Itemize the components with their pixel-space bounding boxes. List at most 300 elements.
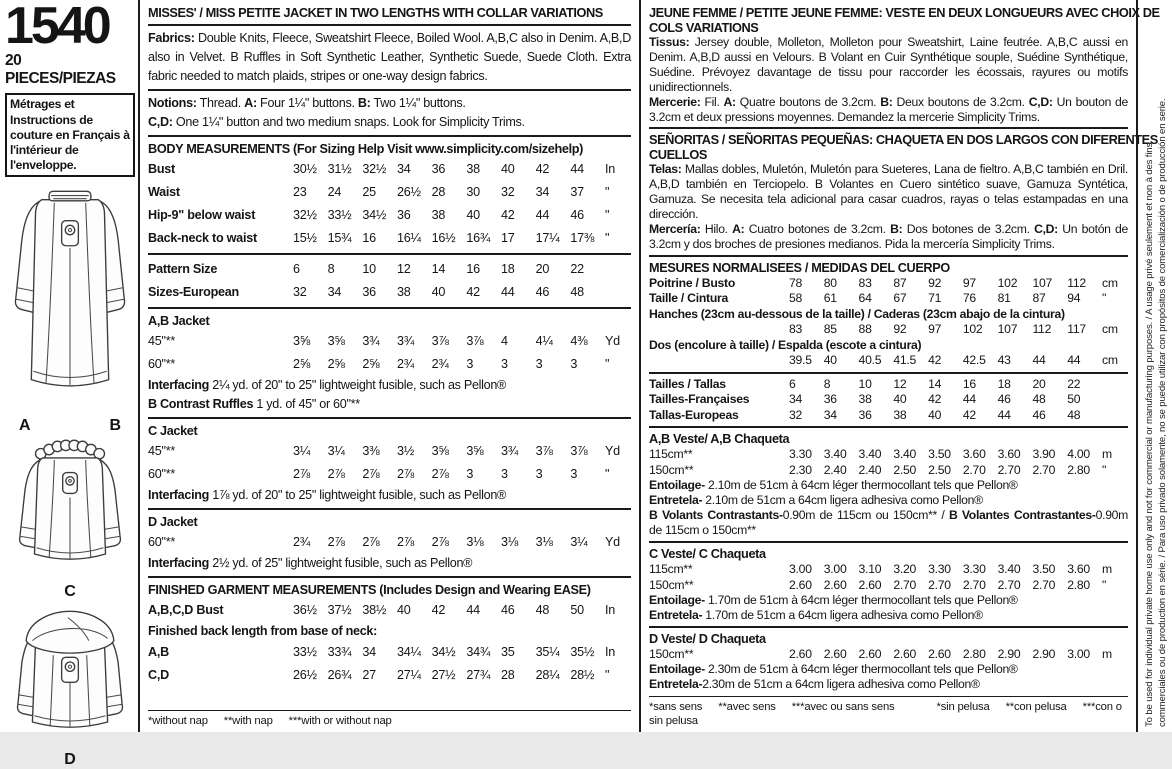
table-cell: m: [1102, 447, 1112, 462]
table-cell: 48: [570, 285, 584, 299]
table-cell: A,B,C,D Bust: [148, 603, 224, 617]
table-cell: 2.70: [962, 577, 986, 592]
table-cell: 3.00: [823, 562, 847, 576]
table-cell: [605, 258, 631, 281]
divider: [148, 24, 631, 26]
table-cell: 102: [962, 322, 983, 337]
table-cell: 36½: [293, 603, 317, 617]
table-cell: 3¼: [293, 444, 311, 458]
table-cell: 2⅝: [327, 357, 345, 371]
table-cell: 4: [501, 334, 508, 348]
table-cell: 10: [858, 376, 872, 391]
table-cell: 46: [997, 392, 1011, 407]
d-interfacing: [148, 554, 631, 573]
table-cell: 8: [327, 262, 335, 276]
table-cell: 27¾: [466, 668, 491, 682]
mercerie-text: Fil.: [700, 94, 724, 109]
divider: [649, 626, 1128, 628]
ab-interfacing: [148, 376, 631, 395]
table-cell: 60"**: [148, 535, 176, 549]
jacket-d-illustration: [5, 603, 135, 769]
view-label-b: B: [109, 417, 121, 435]
table-row: [148, 258, 631, 281]
footnote: **avec sens: [718, 701, 776, 713]
table-cell: 40: [928, 407, 942, 422]
table-cell: 38½: [362, 603, 387, 617]
table-cell: 2¾: [431, 357, 449, 371]
table-cell: 50: [1067, 392, 1081, 407]
d-veste-table: [649, 647, 1128, 663]
telas-text: Mallas dobles, Muletón, Muletón para Sueteres, Lana de fieltro. A,B,C también en Dril. A,B,D también en Terciopelo. B Volantes en Cuero sintético suave, Gamuza Syntética, Gamuza. Se necesita tela adicional para casar cuadros, rayas o telas estampadas en una dirección.: [649, 162, 1128, 222]
divider: [148, 307, 631, 309]
table-row: [148, 664, 631, 687]
table-cell: Yd: [605, 334, 620, 348]
table-cell: 2⅞: [397, 467, 415, 481]
table-cell: 58: [789, 291, 803, 306]
table-cell: 2.50: [893, 462, 917, 477]
table-cell: 50: [570, 603, 584, 617]
table-cell: 3¼: [570, 535, 588, 549]
divider: [148, 135, 631, 137]
merceria-a-label: A:: [732, 222, 745, 237]
table-cell: 15¾: [327, 231, 352, 245]
table-cell: 16½: [431, 231, 456, 245]
table-cell: 2.60: [858, 646, 882, 661]
table-cell: 3⅞: [466, 334, 484, 348]
table-cell: C,D: [148, 668, 169, 682]
table-cell: 44: [570, 162, 584, 176]
volants-text: 0.90m de 115cm ou 150cm** /: [782, 508, 949, 523]
table-cell: 6: [293, 262, 300, 276]
table-cell: ": [605, 357, 610, 371]
table-cell: 46: [1032, 407, 1046, 422]
table-cell: Tailles-Françaises: [649, 392, 750, 407]
table-row: [148, 353, 631, 376]
table-cell: 88: [858, 322, 872, 337]
table-cell: 32: [789, 407, 803, 422]
table-cell: 12: [893, 376, 907, 391]
interfacing-label: Interfacing: [148, 488, 210, 502]
table-row: [649, 408, 1128, 424]
table-cell: 30½: [293, 162, 317, 176]
table-row: [148, 599, 631, 622]
divider: [148, 508, 631, 510]
table-cell: 2.70: [893, 577, 917, 592]
table-row: Finished back length from base of neck:: [148, 624, 378, 638]
interfacing-text: 2½ yd. of 25" lightweight fusible, such as Pellon®: [209, 556, 473, 570]
table-cell: 3.30: [962, 562, 986, 576]
table-cell: cm: [1102, 322, 1118, 337]
table-cell: Waist: [148, 185, 180, 199]
table-cell: 24: [327, 185, 342, 199]
table-cell: 34: [362, 645, 376, 659]
table-cell: 14: [431, 262, 446, 276]
table-cell: 2⅞: [362, 535, 380, 549]
table-cell: 102: [997, 275, 1018, 290]
entoilage-text: 2.30m de 51cm à 64cm léger thermocollant tels que Pellon®: [704, 662, 1018, 677]
table-cell: 32: [501, 185, 515, 199]
table-cell: 3.50: [928, 447, 951, 462]
table-cell: Sizes-European: [148, 285, 239, 299]
table-cell: 2⅝: [362, 357, 380, 371]
table-cell: 44: [1067, 353, 1081, 368]
table-cell: 46: [535, 285, 550, 299]
table-cell: 3.40: [823, 447, 847, 462]
table-cell: 34: [397, 162, 411, 176]
entretela-label: Entretela-: [649, 677, 703, 692]
table-cell: 31½: [327, 162, 352, 176]
table-cell: 42: [501, 208, 515, 222]
table-cell: 3⅛: [466, 535, 484, 549]
ruffles-label: B Contrast Ruffles: [148, 397, 254, 411]
volants-label: B Volants Contrastants-: [649, 508, 783, 523]
table-cell: 3⅞: [570, 444, 588, 458]
table-cell: 35: [501, 645, 515, 659]
table-cell: 92: [893, 322, 907, 337]
table-cell: 2⅞: [362, 467, 380, 481]
table-cell: 2.80: [1067, 462, 1090, 477]
table-cell: In: [605, 162, 616, 176]
interfacing-text: 1⅞ yd. of 20" to 25" lightweight fusible, such as Pellon®: [209, 488, 507, 502]
table-cell: [605, 281, 631, 304]
table-cell: ": [605, 668, 610, 682]
volantes-text: 0.90m de 115cm o 150cm**: [649, 508, 1129, 538]
body-measurements-header: BODY MEASUREMENTS (For Sizing Help Visit www.simplicity.com/sizehelp): [148, 142, 584, 156]
table-row: [148, 531, 631, 554]
table-cell: cm: [1102, 275, 1118, 290]
table-cell: 2.60: [893, 646, 917, 661]
table-cell: 115cm**: [649, 562, 693, 576]
table-cell: 44: [997, 407, 1011, 422]
table-cell: 3⅛: [501, 535, 519, 549]
table-cell: In: [605, 603, 616, 617]
english-panel: [140, 0, 641, 732]
table-cell: 2.60: [858, 577, 882, 592]
mercerie-paragraph: [649, 95, 1128, 125]
table-cell: 26¾: [327, 668, 352, 682]
table-cell: 83: [789, 322, 803, 337]
table-cell: 22: [1067, 376, 1081, 391]
table-cell: [1102, 408, 1128, 424]
table-cell: [1102, 392, 1128, 408]
jacket-ab-illustration: [5, 183, 135, 435]
table-cell: 3⅜: [362, 444, 380, 458]
table-cell: 78: [789, 275, 803, 290]
table-cell: 36: [397, 208, 411, 222]
table-cell: 32½: [293, 208, 317, 222]
d-entoilage: [649, 662, 1128, 677]
table-row: [649, 276, 1128, 292]
merceria-cd-text: Un botón de 3.2cm y dos broches de presiones medianos. Pida la mercería Simplicity Trims.: [649, 222, 1128, 251]
table-row: [148, 281, 631, 304]
legal-line-2: commerciales ou de production en série. / Para uso privado solamente, no se puede utilizar con propósitos de comercialización o de producción en serie.: [1157, 98, 1168, 727]
fabrics-paragraph: [148, 29, 631, 86]
table-cell: 38: [431, 208, 446, 222]
d-jacket-table: [148, 531, 631, 554]
table-cell: 3¾: [397, 334, 415, 348]
mercerie-a-text: Quatre boutons de 3.2cm.: [735, 94, 881, 109]
table-row: [649, 562, 1128, 578]
table-cell: 3: [501, 467, 508, 481]
table-cell: 2.80: [962, 646, 986, 661]
entoilage-label: Entoilage-: [649, 478, 705, 493]
merceria-text: Hilo.: [700, 222, 733, 237]
table-cell: [649, 322, 789, 338]
table-cell: 115cm**: [649, 447, 693, 462]
table-cell: 38: [858, 392, 872, 407]
table-cell: Hip-9" below waist: [148, 208, 256, 222]
table-row: [649, 322, 1128, 338]
footnote: ***with or without nap: [288, 715, 392, 727]
table-cell: 2.70: [997, 577, 1021, 592]
mercerie-cd-text: Un bouton de 3.2cm et deux pressions moyennes. Demandez la mercerie Simplicity Trims.: [649, 94, 1129, 124]
ab-veste-table: [649, 447, 1128, 478]
table-cell: 33½: [293, 645, 317, 659]
table-cell: 38: [397, 285, 411, 299]
divider: [148, 710, 631, 711]
table-cell: 25: [362, 185, 376, 199]
table-cell: 3¼: [327, 444, 345, 458]
table-cell: A,B: [148, 645, 169, 659]
table-cell: 94: [1067, 291, 1081, 306]
table-cell: In: [605, 645, 616, 659]
ruffles-text: 1 yd. of 45" or 60"**: [253, 397, 360, 411]
table-cell: 85: [823, 322, 837, 337]
table-cell: 60"**: [148, 357, 176, 371]
footnote: ***con o sin pelusa: [649, 701, 1122, 727]
table-cell: 16: [466, 262, 480, 276]
table-cell: 76: [962, 291, 976, 306]
entoilage-label: Entoilage-: [649, 593, 705, 607]
entretela-text: 2.30m de 51cm a 64cm ligera adhesiva como Pellon®: [702, 677, 980, 692]
table-row: [148, 181, 631, 204]
left-panel: [0, 0, 140, 769]
table-cell: 2¾: [293, 535, 311, 549]
divider: [649, 696, 1128, 697]
table-cell: Back-neck to waist: [148, 231, 257, 245]
divider: [649, 372, 1128, 374]
table-cell: 3⅝: [431, 444, 449, 458]
table-cell: 43: [997, 353, 1011, 368]
table-cell: 3: [570, 357, 578, 371]
table-cell: 97: [962, 275, 976, 290]
table-cell: 107: [997, 322, 1018, 337]
table-cell: 2⅞: [431, 535, 449, 549]
table-cell: 3: [466, 467, 474, 481]
table-cell: 2.40: [823, 462, 847, 477]
view-label-c: C: [64, 583, 76, 601]
table-cell: 81: [997, 291, 1011, 306]
table-cell: Tallas-Europeas: [649, 407, 739, 422]
mercerie-b-label: B:: [880, 94, 893, 109]
table-cell: 42: [535, 162, 550, 176]
table-cell: 33¾: [327, 645, 352, 659]
table-cell: 2.70: [997, 462, 1021, 477]
table-cell: 41.5: [893, 353, 917, 368]
entoilage-text: 1.70m de 51cm à 64cm léger thermocollant tels que Pellon®: [704, 593, 1018, 607]
table-cell: 3¾: [501, 444, 519, 458]
table-cell: 107: [1032, 275, 1053, 290]
table-cell: 3.40: [893, 447, 917, 462]
table-cell: 3⅝: [327, 334, 345, 348]
divider: [649, 255, 1128, 257]
table-cell: 18: [997, 376, 1011, 391]
tissus-text: Jersey double, Molleton, Molleton pour Sweatshirt, Laine feutrée. A,B,C aussi en Denim. A,B,D aussi en Velours. B Volant en Cuir Synthétique souple, Suédine Synthétique, Suédine. Prévoyez davantage de tissu pour raccorder les écossais, rayures ou motifs unidirectionnels.: [649, 35, 1128, 94]
fabrics-text: Double Knits, Fleece, Sweatshirt Fleece, Boiled Wool. A,B,C also in Denim. A,B,D also in Velvet. B Ruffles in Soft Synthetic Leather, Synthetic Suede, Suede Cloth. Extra fabric needed to match plaids, stripes or one-way design fabrics.: [148, 31, 631, 83]
table-row: [649, 578, 1128, 594]
table-cell: 3⅝: [466, 444, 484, 458]
table-cell: 87: [893, 275, 907, 290]
table-cell: 8: [823, 376, 831, 391]
table-cell: 67: [893, 291, 907, 306]
mercerie-a-label: A:: [723, 94, 736, 109]
table-cell: 2.50: [928, 462, 951, 477]
table-cell: 44: [962, 392, 976, 407]
legal-strip: [1138, 0, 1172, 732]
telas-label: Telas:: [649, 162, 682, 177]
table-cell: 44: [535, 208, 550, 222]
table-cell: 17¼: [535, 231, 560, 245]
table-cell: 3: [535, 467, 543, 481]
pattern-size-table: [148, 258, 631, 304]
table-cell: 2.90: [1032, 646, 1056, 661]
table-cell: 34: [789, 392, 803, 407]
table-cell: 2⅞: [327, 535, 345, 549]
table-cell: 16: [362, 231, 376, 245]
table-cell: 3.50: [1032, 562, 1056, 576]
table-cell: 44: [501, 285, 515, 299]
table-cell: 3.00: [1067, 646, 1090, 661]
table-cell: 71: [928, 291, 942, 306]
entoilage-label: Entoilage-: [649, 662, 705, 677]
c-interfacing: [148, 486, 631, 505]
entretela-label: Entretela-: [649, 607, 703, 622]
table-cell: 150cm**: [649, 462, 694, 477]
table-cell: 3½: [397, 444, 415, 458]
table-cell: 2⅞: [397, 535, 415, 549]
table-cell: 40: [466, 208, 480, 222]
table-cell: 3.40: [997, 562, 1021, 576]
table-cell: 40: [501, 162, 515, 176]
table-cell: [1102, 377, 1128, 393]
table-cell: 61: [823, 291, 837, 306]
divider: [148, 576, 631, 578]
notions-text: Thread.: [196, 96, 245, 110]
table-cell: 2⅞: [293, 467, 311, 481]
table-cell: 32: [293, 285, 307, 299]
table-cell: [649, 353, 789, 369]
table-cell: 42: [962, 407, 976, 422]
table-cell: 18: [501, 262, 515, 276]
d-entretela: [649, 677, 1128, 692]
tissus-paragraph: [649, 35, 1128, 95]
table-cell: 2.30: [789, 462, 812, 477]
table-cell: ": [1102, 291, 1107, 306]
table-cell: 3.30: [928, 562, 951, 576]
table-cell: 92: [928, 275, 942, 290]
english-title: MISSES' / MISS PETITE JACKET IN TWO LENGTHS WITH COLLAR VARIATIONS: [148, 5, 603, 20]
table-cell: 3.60: [962, 447, 986, 462]
table-cell: Yd: [605, 535, 620, 549]
table-cell: 38: [893, 407, 907, 422]
merceria-paragraph: [649, 222, 1128, 252]
table-cell: 42: [431, 603, 446, 617]
b-volants: [649, 508, 1128, 538]
notions-paragraph: [148, 94, 631, 132]
table-cell: 2.80: [1067, 577, 1090, 592]
table-cell: 45"**: [148, 444, 176, 458]
footnote: *sin pelusa: [936, 701, 990, 713]
ab-entoilage: [649, 478, 1128, 493]
table-row: [649, 392, 1128, 408]
entoilage-text: 2.10m de 51cm à 64cm léger thermocollant tels que Pellon®: [704, 478, 1018, 493]
table-cell: ": [605, 208, 610, 222]
legal-text-rotated: [1143, 3, 1169, 727]
telas-paragraph: [649, 162, 1128, 222]
table-cell: 3: [535, 357, 543, 371]
table-cell: 3.40: [858, 447, 882, 462]
table-cell: 2.60: [789, 577, 812, 592]
table-cell: 34¼: [397, 645, 421, 659]
table-cell: 2⅞: [431, 467, 449, 481]
table-row: [148, 227, 631, 250]
senoritas-title-line2: CUELLOS: [649, 147, 707, 163]
table-cell: 2.70: [962, 462, 986, 477]
table-cell: 36: [431, 162, 446, 176]
table-cell: 40: [397, 603, 411, 617]
tissus-label: Tissus:: [649, 35, 690, 49]
table-cell: 28: [501, 668, 515, 682]
table-cell: 45"**: [148, 334, 176, 348]
table-cell: 34½: [362, 208, 387, 222]
merceria-b-label: B:: [890, 222, 903, 237]
table-cell: 2¾: [397, 357, 415, 371]
interfacing-label: Interfacing: [148, 556, 210, 570]
table-cell: 36: [362, 285, 376, 299]
c-veste-table: [649, 562, 1128, 593]
table-cell: ": [605, 231, 610, 245]
table-cell: 3.30: [789, 447, 812, 462]
table-row: [148, 463, 631, 486]
table-cell: 64: [858, 291, 872, 306]
table-cell: 3.60: [997, 447, 1021, 462]
table-cell: 38: [466, 162, 480, 176]
table-cell: 34: [327, 285, 342, 299]
ab-entretela: [649, 493, 1128, 508]
table-cell: 48: [535, 603, 550, 617]
table-cell: 27: [362, 668, 376, 682]
table-cell: 97: [928, 322, 942, 337]
ab-jacket-heading: A,B Jacket: [148, 314, 210, 328]
table-cell: Tailles / Tallas: [649, 376, 726, 391]
french-title-line2: COLS VARIATIONS: [649, 20, 759, 35]
table-cell: 2.60: [823, 646, 847, 661]
divider: [649, 426, 1128, 428]
table-cell: 6: [789, 376, 796, 391]
table-cell: 48: [1032, 392, 1046, 407]
table-cell: 117: [1067, 322, 1086, 337]
table-cell: Taille / Cintura: [649, 291, 729, 306]
notions-cd-label: C,D:: [148, 115, 173, 129]
french-title-line1: JEUNE FEMME / PETITE JEUNE FEMME: VESTE EN DEUX LONGUEURS AVEC CHOIX DE: [649, 5, 1160, 20]
table-cell: 150cm**: [649, 646, 694, 661]
table-cell: 37½: [327, 603, 352, 617]
b-contrast-ruffles: [148, 395, 631, 414]
jacket-c-illustration: [5, 437, 135, 601]
view-label-d: D: [64, 751, 76, 769]
table-cell: 28: [431, 185, 446, 199]
table-row: [649, 647, 1128, 663]
